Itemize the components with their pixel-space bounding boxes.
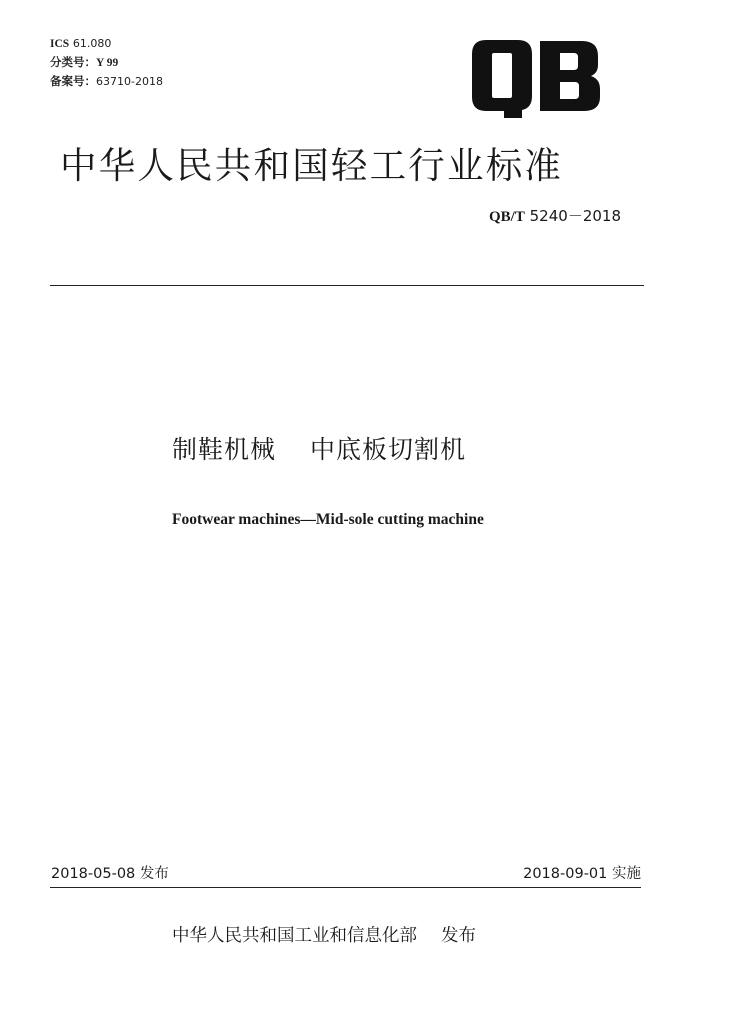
top-divider: [50, 285, 644, 286]
classification-line: [50, 53, 163, 72]
ics-label: ICS: [50, 38, 70, 50]
subject-cn-part2: 中底板切割机: [310, 435, 467, 464]
issue-date: 2018-05-08 发布: [51, 866, 169, 882]
record-label: 备案号：: [50, 74, 96, 88]
chinese-subject-title: [172, 430, 466, 466]
qb-logo: [470, 40, 602, 118]
standard-code: 5240－2018: [529, 207, 621, 225]
english-subject-title: Footwear machines—Mid-sole cutting machine: [172, 511, 484, 528]
standard-prefix: QB/T: [489, 209, 525, 225]
publish-word: 发布: [441, 926, 476, 946]
classification-label: 分类号：: [50, 55, 96, 69]
implementation-date: 2018-09-01 实施: [523, 866, 641, 882]
bottom-divider: [50, 887, 641, 888]
standard-number: [489, 205, 621, 226]
record-line: [50, 72, 163, 91]
publisher-line: [172, 922, 476, 947]
metadata-block: [50, 34, 163, 91]
subject-cn-part1: 制鞋机械: [172, 435, 277, 464]
record-value: 63710-2018: [96, 75, 163, 88]
ics-value: 61.080: [72, 37, 112, 50]
ics-line: [50, 34, 163, 53]
publisher-name: 中华人民共和国工业和信息化部: [172, 926, 417, 946]
classification-value: Y 99: [96, 57, 119, 69]
main-title: 中华人民共和国轻工行业标准: [60, 144, 564, 187]
